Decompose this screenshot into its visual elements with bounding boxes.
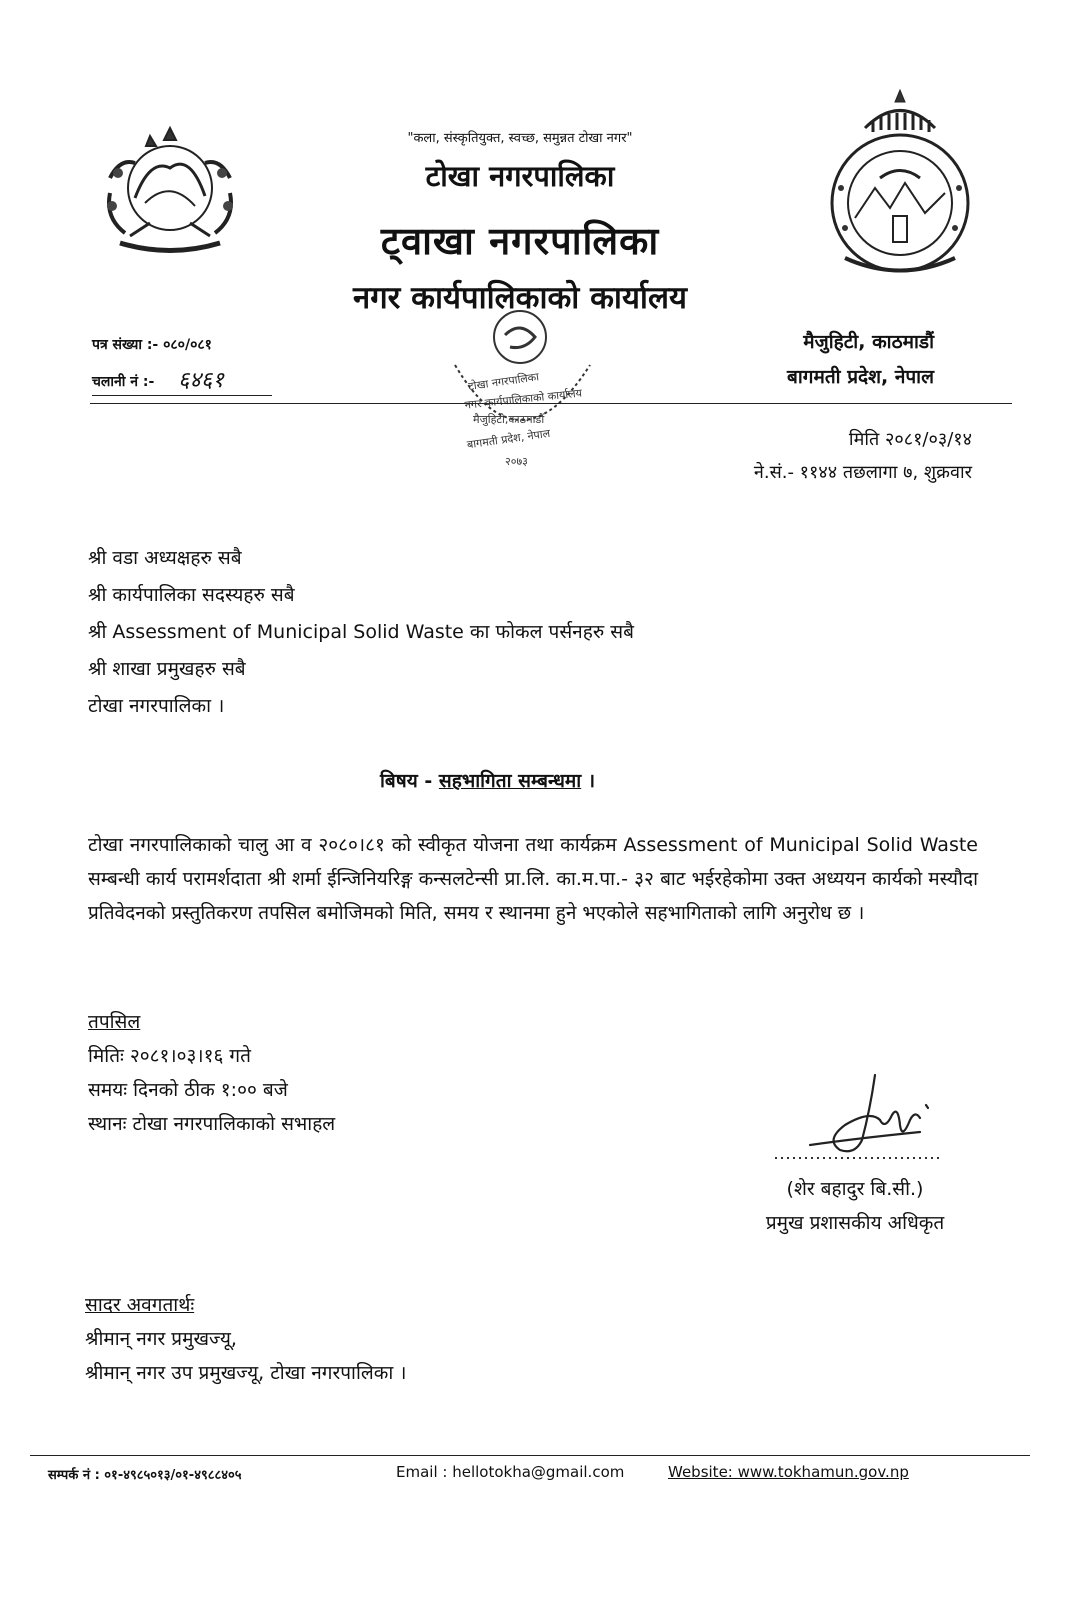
subject-text: सहभागिता सम्बन्धमा <box>438 770 582 792</box>
letter-number: पत्र संख्या :- ०८०/०८१ <box>92 337 212 353</box>
letter-body: टोखा नगरपालिकाको चालु आ व २०८०।८१ को स्वीकृत योजना तथा कार्यक्रम Assessment of Municipal Solid Waste सम्बन्धी कार्य परामर्शदाता श्री शर्मा ईन्जिनियरिङ्ग कन्सलटेन्सी प्रा.लि. का.म.पा.- ३२ बाट भईरहेकोमा उक्त अध्ययन कार्यको मस्यौदा प्रतिवेदनको प्रस्तुतिकरण तपसिल बमोजिमको मिति, समय र स्थानमा हुने भएकोले सहभागिताको लागि अनुरोध छ । <box>88 834 978 924</box>
cc-line: श्रीमान् नगर प्रमुखज्यू, <box>85 1328 237 1350</box>
details-place: स्थानः टोखा नगरपालिकाको सभाहल <box>88 1113 336 1135</box>
signatory-title: प्रमुख प्रशासकीय अधिकृत <box>765 1212 945 1234</box>
signatory-block <box>745 1172 965 1240</box>
letter-date: मिति २०८१/०३/१४ <box>848 429 972 450</box>
subject-line <box>380 767 780 793</box>
footer-divider <box>30 1455 1030 1456</box>
dispatch-number-underline <box>92 395 272 396</box>
recipients-block <box>88 540 634 725</box>
details-date: मितिः २०८१।०३।१६ गते <box>88 1045 251 1067</box>
recipient-line: श्री वडा अध्यक्षहरु सबै <box>88 547 242 569</box>
recipient-line: श्री Assessment of Municipal Solid Waste का फोकल पर्सनहरु सबै <box>88 621 634 643</box>
stamp-line-2: नगर कार्यपालिकाको कार्यालय <box>464 386 583 412</box>
office-name: नगर कार्यपालिकाको कार्यालय <box>353 280 687 316</box>
signatory-name: (शेर बहादुर बि.सी.) <box>786 1178 924 1200</box>
nepal-emblem-logo <box>90 118 250 268</box>
stamp-line-4: बागमती प्रदेश, नेपाल <box>466 426 551 452</box>
office-stamp <box>425 295 615 490</box>
footer-website[interactable]: Website: www.tokhamun.gov.np <box>668 1463 909 1481</box>
nepal-sambat-date: ने.सं.- ११४४ तछलागा ७, शुक्रवार <box>753 462 972 483</box>
recipient-line: श्री शाखा प्रमुखहरु सबै <box>88 658 246 680</box>
address-line-2: बागमती प्रदेश, नेपाल <box>787 366 934 388</box>
header-divider <box>90 403 1012 404</box>
details-time: समयः दिनको ठीक १:०० बजे <box>88 1079 288 1101</box>
tokha-municipality-logo <box>815 88 985 288</box>
recipient-line: श्री कार्यपालिका सदस्यहरु सबै <box>88 584 295 606</box>
stamp-line-5: २०७३ <box>505 455 528 468</box>
details-block <box>88 1005 335 1141</box>
details-heading: तपसिल <box>88 1011 141 1033</box>
cc-block <box>85 1288 407 1390</box>
address-line-1: मैजुहिटी, काठमाडौं <box>803 331 934 353</box>
organization-name-script: ट्वाखा नगरपालिका <box>380 218 660 263</box>
stamp-line-3: मैजुहिटी,काठमाडौं <box>473 413 545 426</box>
handwritten-signature <box>770 1070 950 1170</box>
stamp-line-1: टोखा नगरपालिका <box>467 370 540 394</box>
organization-name: टोखा नगरपालिका <box>425 159 615 193</box>
recipient-line: टोखा नगरपालिका । <box>88 695 225 717</box>
subject-end: । <box>587 770 596 792</box>
footer-contact: सम्पर्क नं : ०१-४९८५०१३/०१-४९८८४०५ <box>48 1468 242 1483</box>
cc-line: श्रीमान् नगर उप प्रमुखज्यू, टोखा नगरपालिका । <box>85 1362 407 1384</box>
dispatch-number-value: ६४६१ <box>178 368 224 393</box>
dispatch-number-label: चलानी नं :- <box>92 374 155 390</box>
footer-email: Email : hellotokha@gmail.com <box>396 1463 625 1481</box>
motto-text: "कला, संस्कृतियुक्त, स्वच्छ, समुन्नत टोखा नगर" <box>407 131 633 146</box>
subject-label: बिषय - <box>380 770 433 792</box>
cc-heading: सादर अवगतार्थः <box>85 1294 195 1316</box>
